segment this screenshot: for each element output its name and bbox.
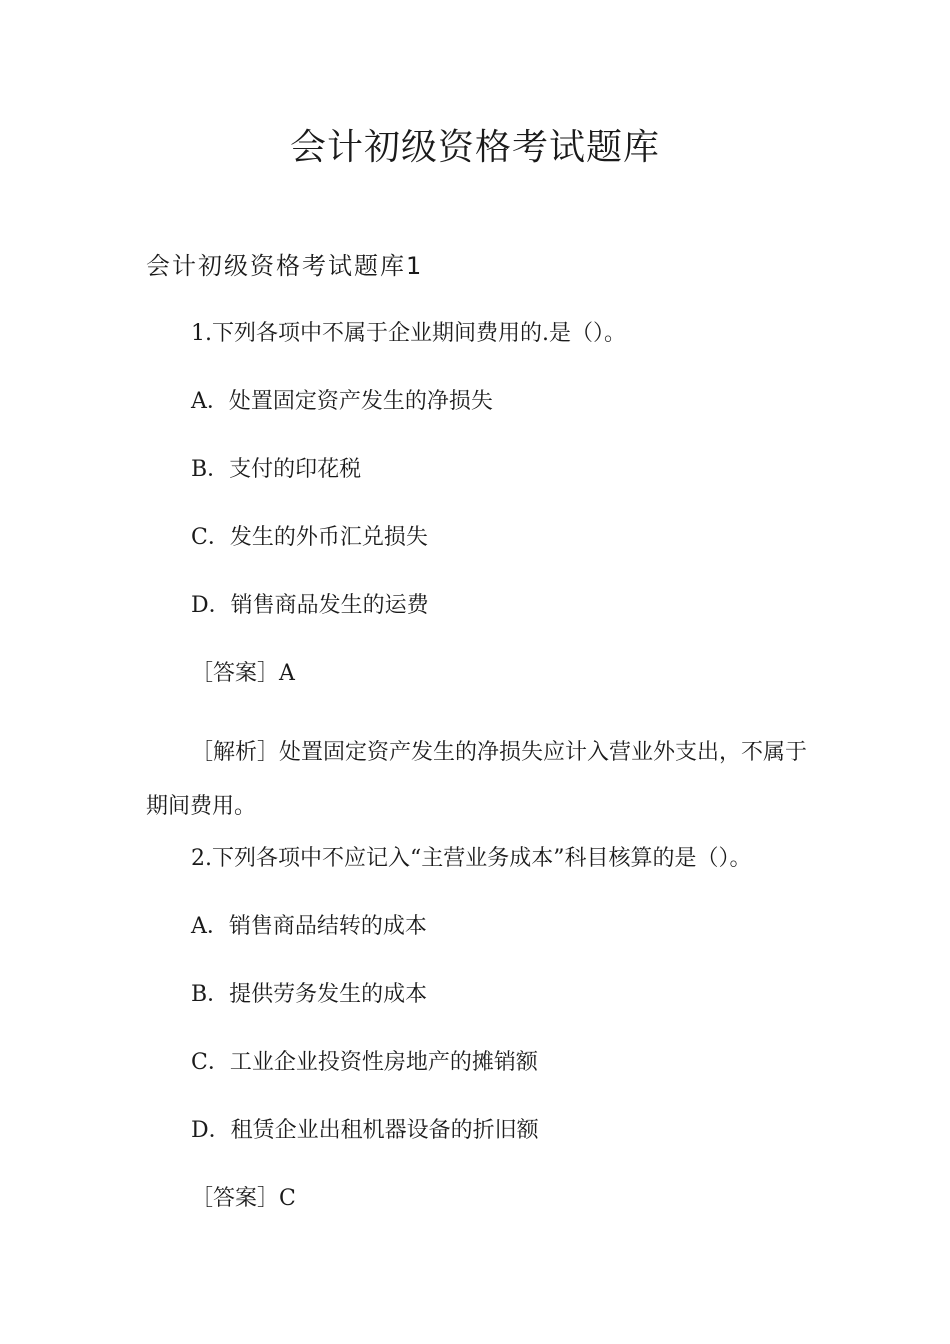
- question-2-stem: 2.下列各项中不应记入“主营业务成本”科目核算的是（）。: [191, 846, 752, 871]
- question-1-analysis: ［解析］处置固定资产发生的净损失应计入营业外支出，不属于期间费用。: [146, 740, 808, 819]
- question-2-option-c: C．工业企业投资性房地产的摊销额: [191, 1050, 538, 1075]
- document-title: 会计初级资格考试题库: [289, 127, 660, 168]
- question-1-option-c: C．发生的外币汇兑损失: [191, 525, 428, 550]
- question-1-option-a: A．处置固定资产发生的净损失: [191, 389, 493, 414]
- question-2-answer: ［答案］C: [191, 1186, 296, 1211]
- section-heading: 会计初级资格考试题库1: [146, 252, 424, 280]
- question-2-option-a: A．销售商品结转的成本: [191, 914, 427, 939]
- question-2-option-d: D．租赁企业出租机器设备的折旧额: [191, 1118, 539, 1143]
- question-1-stem: 1.下列各项中不属于企业期间费用的.是（）。: [191, 321, 626, 346]
- question-1-answer: ［答案］A: [191, 661, 295, 686]
- question-1-option-d: D．销售商品发生的运费: [191, 593, 429, 618]
- question-2-option-b: B．提供劳务发生的成本: [191, 982, 428, 1007]
- question-1-option-b: B．支付的印花税: [191, 457, 362, 482]
